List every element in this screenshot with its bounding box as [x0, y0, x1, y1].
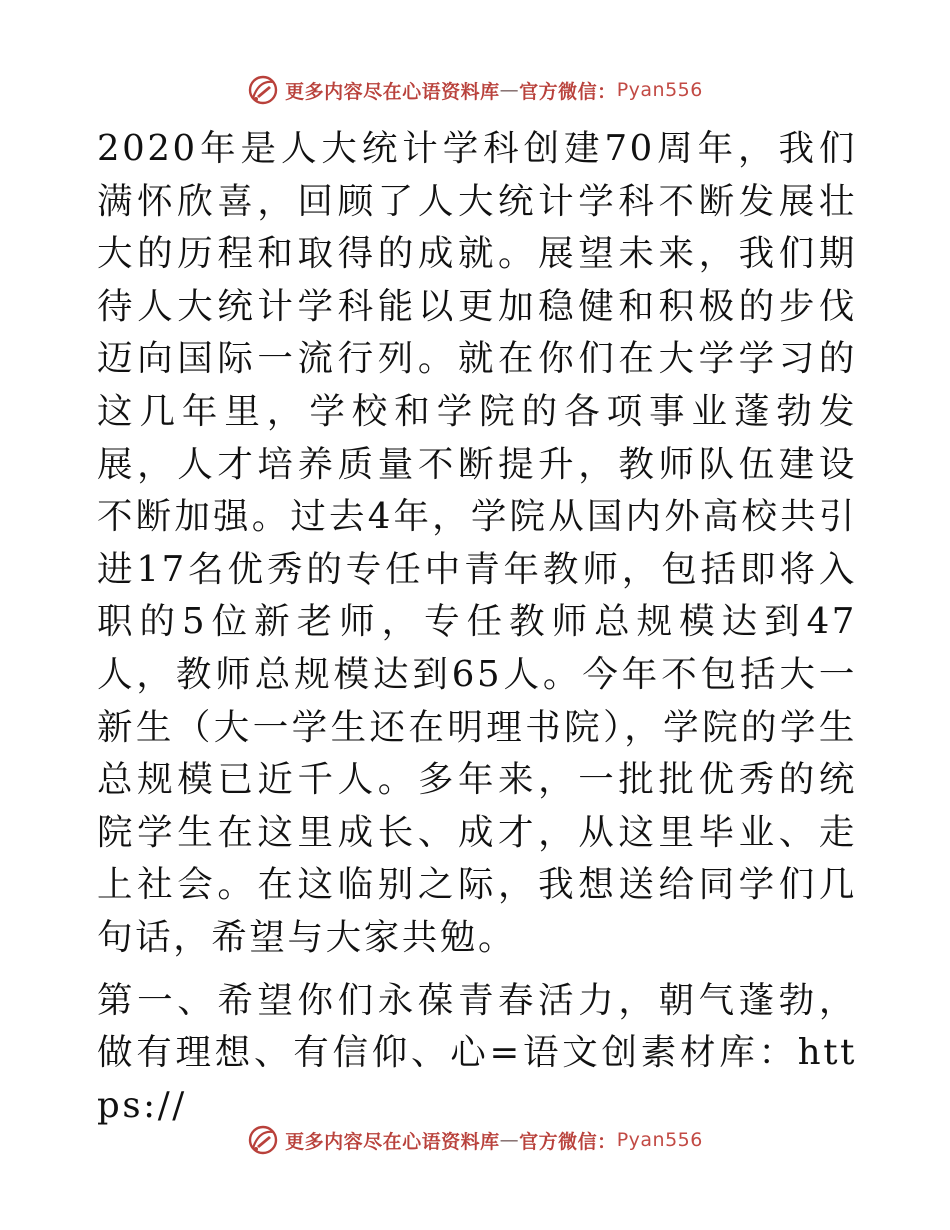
watermark-banner-top [0, 74, 950, 106]
watermark-official-label: 官方微信： [519, 1130, 617, 1153]
watermark-official-label: 官方微信： [519, 80, 617, 103]
paragraph-1: 2020年是人大统计学科创建70周年，我们满怀欣喜，回顾了人大统计学科不断发展壮大的历程和取得的成就。展望未来，我们期待人大统计学科能以更加稳健和积极的步伐迈向国际一流行列。就在你们在大学学习的这几年里，学校和学院的各项事业蓬勃发展，人才培养质量不断提升，教师队伍建设不断加强。过去4年，学院从国内外高校共引进17名优秀的专任中青年教师，包括即将入职的5位新老师，专任教师总规模达到47人，教师总规模达到65人。今年不包括大一新生（大一学生还在明理书院），学院的学生总规模已近千人。多年来，一批批优秀的统院学生在这里成长、成才，从这里毕业、走上社会。在这临别之际，我想送给同学们几句话，希望与大家共勉。 [97, 128, 857, 958]
watermark-main-text: 更多内容尽在心语资料库 [285, 1130, 500, 1153]
document-body [97, 123, 857, 1132]
pen-logo-icon [247, 1124, 279, 1156]
watermark-account: Pyan556 [616, 1129, 703, 1151]
watermark-separator: — [499, 1129, 520, 1151]
watermark-main-text: 更多内容尽在心语资料库 [285, 80, 500, 103]
watermark-separator: — [499, 79, 520, 101]
pen-logo-icon [247, 74, 279, 106]
watermark-account: Pyan556 [616, 79, 703, 101]
paragraph-2: 第一、希望你们永葆青春活力，朝气蓬勃，做有理想、有信仰、心=语文创素材库：https:// [97, 979, 857, 1126]
watermark-banner-bottom [0, 1124, 950, 1156]
